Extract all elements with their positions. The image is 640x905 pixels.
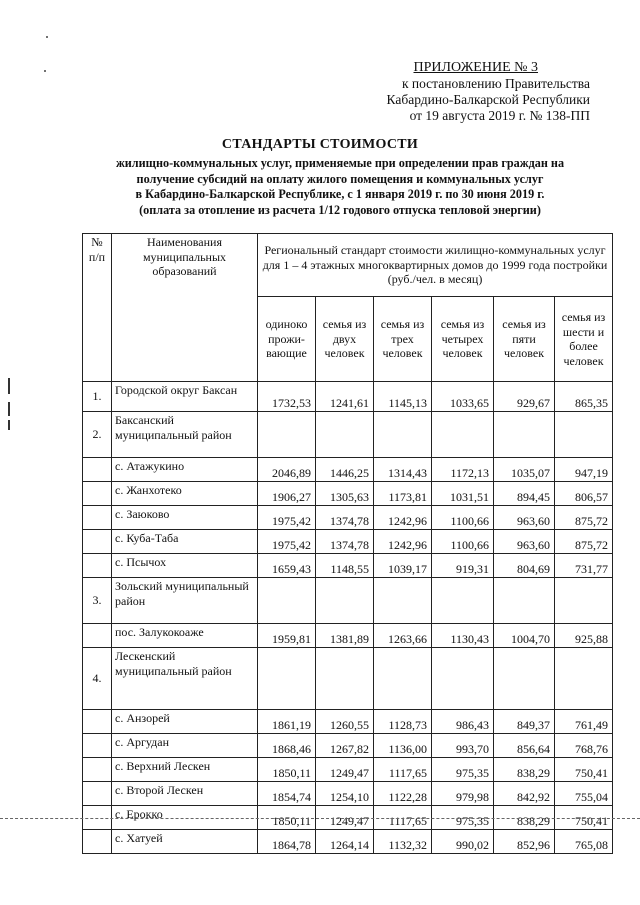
appendix-block [330,60,590,124]
value-cell: 1854,74 [258,782,316,806]
standards-table [82,233,613,854]
value-cell: 875,72 [555,506,613,530]
value-cell: 1173,81 [374,482,432,506]
value-cell: 1732,53 [258,382,316,412]
value-cell: 1004,70 [494,624,555,648]
row-name: с. Аргудан [112,734,258,758]
value-cell: 1850,11 [258,806,316,830]
value-cell [494,578,555,624]
value-cell: 1305,63 [316,482,374,506]
row-name: с. Куба-Таба [112,530,258,554]
value-cell [258,578,316,624]
value-cell: 1122,28 [374,782,432,806]
subheader-cell: семья из пяти человек [494,297,555,382]
row-name: пос. Залукокоаже [112,624,258,648]
value-cell: 1959,81 [258,624,316,648]
value-cell: 838,29 [494,806,555,830]
value-cell [432,648,494,710]
table-row [83,734,613,758]
value-cell: 1864,78 [258,830,316,854]
value-cell: 1031,51 [432,482,494,506]
value-cell: 875,72 [555,530,613,554]
subheader-cell: одиноко прожи-вающие [258,297,316,382]
value-cell: 1249,47 [316,758,374,782]
value-cell: 990,02 [432,830,494,854]
table-row [83,578,613,624]
document-heading: СТАНДАРТЫ СТОИМОСТИ [221,137,419,152]
row-name: с. Заюково [112,506,258,530]
value-cell: 1136,00 [374,734,432,758]
value-cell: 1861,19 [258,710,316,734]
value-cell: 1249,47 [316,806,374,830]
value-cell: 947,19 [555,458,613,482]
row-number [83,482,112,506]
value-cell: 1100,66 [432,530,494,554]
value-cell: 1172,13 [432,458,494,482]
subheading-line: жилищно-коммунальных услуг, применяемые при определении прав граждан на [115,156,565,170]
value-cell: 925,88 [555,624,613,648]
subheader-cell: семья из четырех человек [432,297,494,382]
row-number [83,530,112,554]
table-row [83,782,613,806]
value-cell: 1868,46 [258,734,316,758]
value-cell: 1117,65 [374,806,432,830]
value-cell [494,648,555,710]
value-cell: 1446,25 [316,458,374,482]
value-cell: 750,41 [555,806,613,830]
value-cell: 755,04 [555,782,613,806]
row-name: с. Атажукино [112,458,258,482]
subheading-line: (оплата за отопление из расчета 1/12 годового отпуска тепловой энергии) [139,202,541,217]
scan-margin-mark [8,378,10,394]
value-cell: 993,70 [432,734,494,758]
row-name: с. Жанхотеко [112,482,258,506]
subheader-cell: семья из шести и более человек [555,297,613,382]
value-cell: 975,35 [432,758,494,782]
row-name: с. Анзорей [112,710,258,734]
table-row [83,506,613,530]
value-cell: 1241,61 [316,382,374,412]
value-cell: 963,60 [494,506,555,530]
value-cell: 731,77 [555,554,613,578]
value-cell: 975,35 [432,806,494,830]
value-cell: 919,31 [432,554,494,578]
row-number: 3. [83,578,112,624]
header-num: № п/п [83,234,112,382]
value-cell: 1374,78 [316,530,374,554]
value-cell: 761,49 [555,710,613,734]
value-cell: 1260,55 [316,710,374,734]
header-group: Региональный стандарт стоимости жилищно-коммунальных услуг для 1 – 4 этажных многоквартирных домов до 1999 года постройки (руб./чел. в месяц) [258,234,613,297]
value-cell: 986,43 [432,710,494,734]
value-cell: 768,76 [555,734,613,758]
table-row [83,758,613,782]
value-cell: 1035,07 [494,458,555,482]
row-name: с. Второй Лескен [112,782,258,806]
value-cell [258,412,316,458]
value-cell: 856,64 [494,734,555,758]
value-cell: 1374,78 [316,506,374,530]
table-body [83,382,613,854]
value-cell: 1381,89 [316,624,374,648]
row-name: Зольский муниципальный район [112,578,258,624]
value-cell [494,412,555,458]
row-number [83,458,112,482]
value-cell: 963,60 [494,530,555,554]
value-cell: 1033,65 [432,382,494,412]
row-number [83,506,112,530]
value-cell: 1130,43 [432,624,494,648]
scan-cut-line [0,818,640,819]
value-cell: 1100,66 [432,506,494,530]
table-row [83,458,613,482]
value-cell: 894,45 [494,482,555,506]
value-cell: 929,67 [494,382,555,412]
value-cell: 1906,27 [258,482,316,506]
row-number [83,734,112,758]
value-cell: 1039,17 [374,554,432,578]
appendix-line: к постановлению Правительства [401,76,590,91]
row-number [83,710,112,734]
value-cell [555,648,613,710]
value-cell: 1267,82 [316,734,374,758]
value-cell: 1314,43 [374,458,432,482]
value-cell: 1975,42 [258,530,316,554]
scan-margin-mark [8,402,10,416]
value-cell: 1254,10 [316,782,374,806]
value-cell: 806,57 [555,482,613,506]
value-cell: 865,35 [555,382,613,412]
appendix-line: Кабардино-Балкарской Республики [386,92,590,107]
row-number [83,758,112,782]
value-cell [555,412,613,458]
row-name: с. Псычох [112,554,258,578]
row-number: 2. [83,412,112,458]
value-cell: 979,98 [432,782,494,806]
value-cell: 849,37 [494,710,555,734]
row-name: с. Хатуей [112,830,258,854]
value-cell: 750,41 [555,758,613,782]
value-cell: 838,29 [494,758,555,782]
scan-speck [46,36,48,38]
table-row [83,554,613,578]
subheader-cell: семья из двух человек [316,297,374,382]
table-row [83,382,613,412]
value-cell [258,648,316,710]
value-cell: 842,92 [494,782,555,806]
value-cell: 1242,96 [374,530,432,554]
appendix-title: ПРИЛОЖЕНИЕ № 3 [413,60,538,75]
subheading-line: получение субсидий на оплату жилого помещения и коммунальных услуг [136,171,544,186]
row-number [83,782,112,806]
table-row [83,710,613,734]
value-cell [374,578,432,624]
value-cell [432,412,494,458]
scan-speck [44,70,46,72]
value-cell [432,578,494,624]
value-cell: 1263,66 [374,624,432,648]
value-cell: 804,69 [494,554,555,578]
value-cell: 1659,43 [258,554,316,578]
row-number: 1. [83,382,112,412]
subheading-line: в Кабардино-Балкарской Республике, с 1 января 2019 г. по 30 июня 2019 г. [135,187,545,201]
table-row [83,412,613,458]
value-cell: 1850,11 [258,758,316,782]
value-cell: 1148,55 [316,554,374,578]
row-name: с. Верхний Лескен [112,758,258,782]
table-row [83,530,613,554]
row-number [83,624,112,648]
value-cell [316,578,374,624]
table-row [83,624,613,648]
value-cell: 1145,13 [374,382,432,412]
value-cell: 1264,14 [316,830,374,854]
document-subheading [60,156,620,218]
table-row [83,830,613,854]
scan-margin-mark [8,420,10,430]
row-name: Городской округ Баксан [112,382,258,412]
value-cell [316,412,374,458]
value-cell: 1975,42 [258,506,316,530]
value-cell: 1128,73 [374,710,432,734]
value-cell [374,648,432,710]
table-row [83,648,613,710]
value-cell [374,412,432,458]
value-cell: 1242,96 [374,506,432,530]
header-name: Наименования муниципальных образований [112,234,258,382]
row-number [83,554,112,578]
value-cell: 1132,32 [374,830,432,854]
value-cell: 852,96 [494,830,555,854]
value-cell [555,578,613,624]
appendix-line: от 19 августа 2019 г. № 138-ПП [409,108,590,123]
value-cell [316,648,374,710]
subheader-cell: семья из трех человек [374,297,432,382]
row-name: Лескенский муниципальный район [112,648,258,710]
value-cell: 2046,89 [258,458,316,482]
value-cell: 1117,65 [374,758,432,782]
row-number [83,830,112,854]
table-row [83,482,613,506]
value-cell: 765,08 [555,830,613,854]
row-name: с. Ерокко [112,806,258,830]
row-name: Баксанский муниципальный район [112,412,258,458]
row-number: 4. [83,648,112,710]
